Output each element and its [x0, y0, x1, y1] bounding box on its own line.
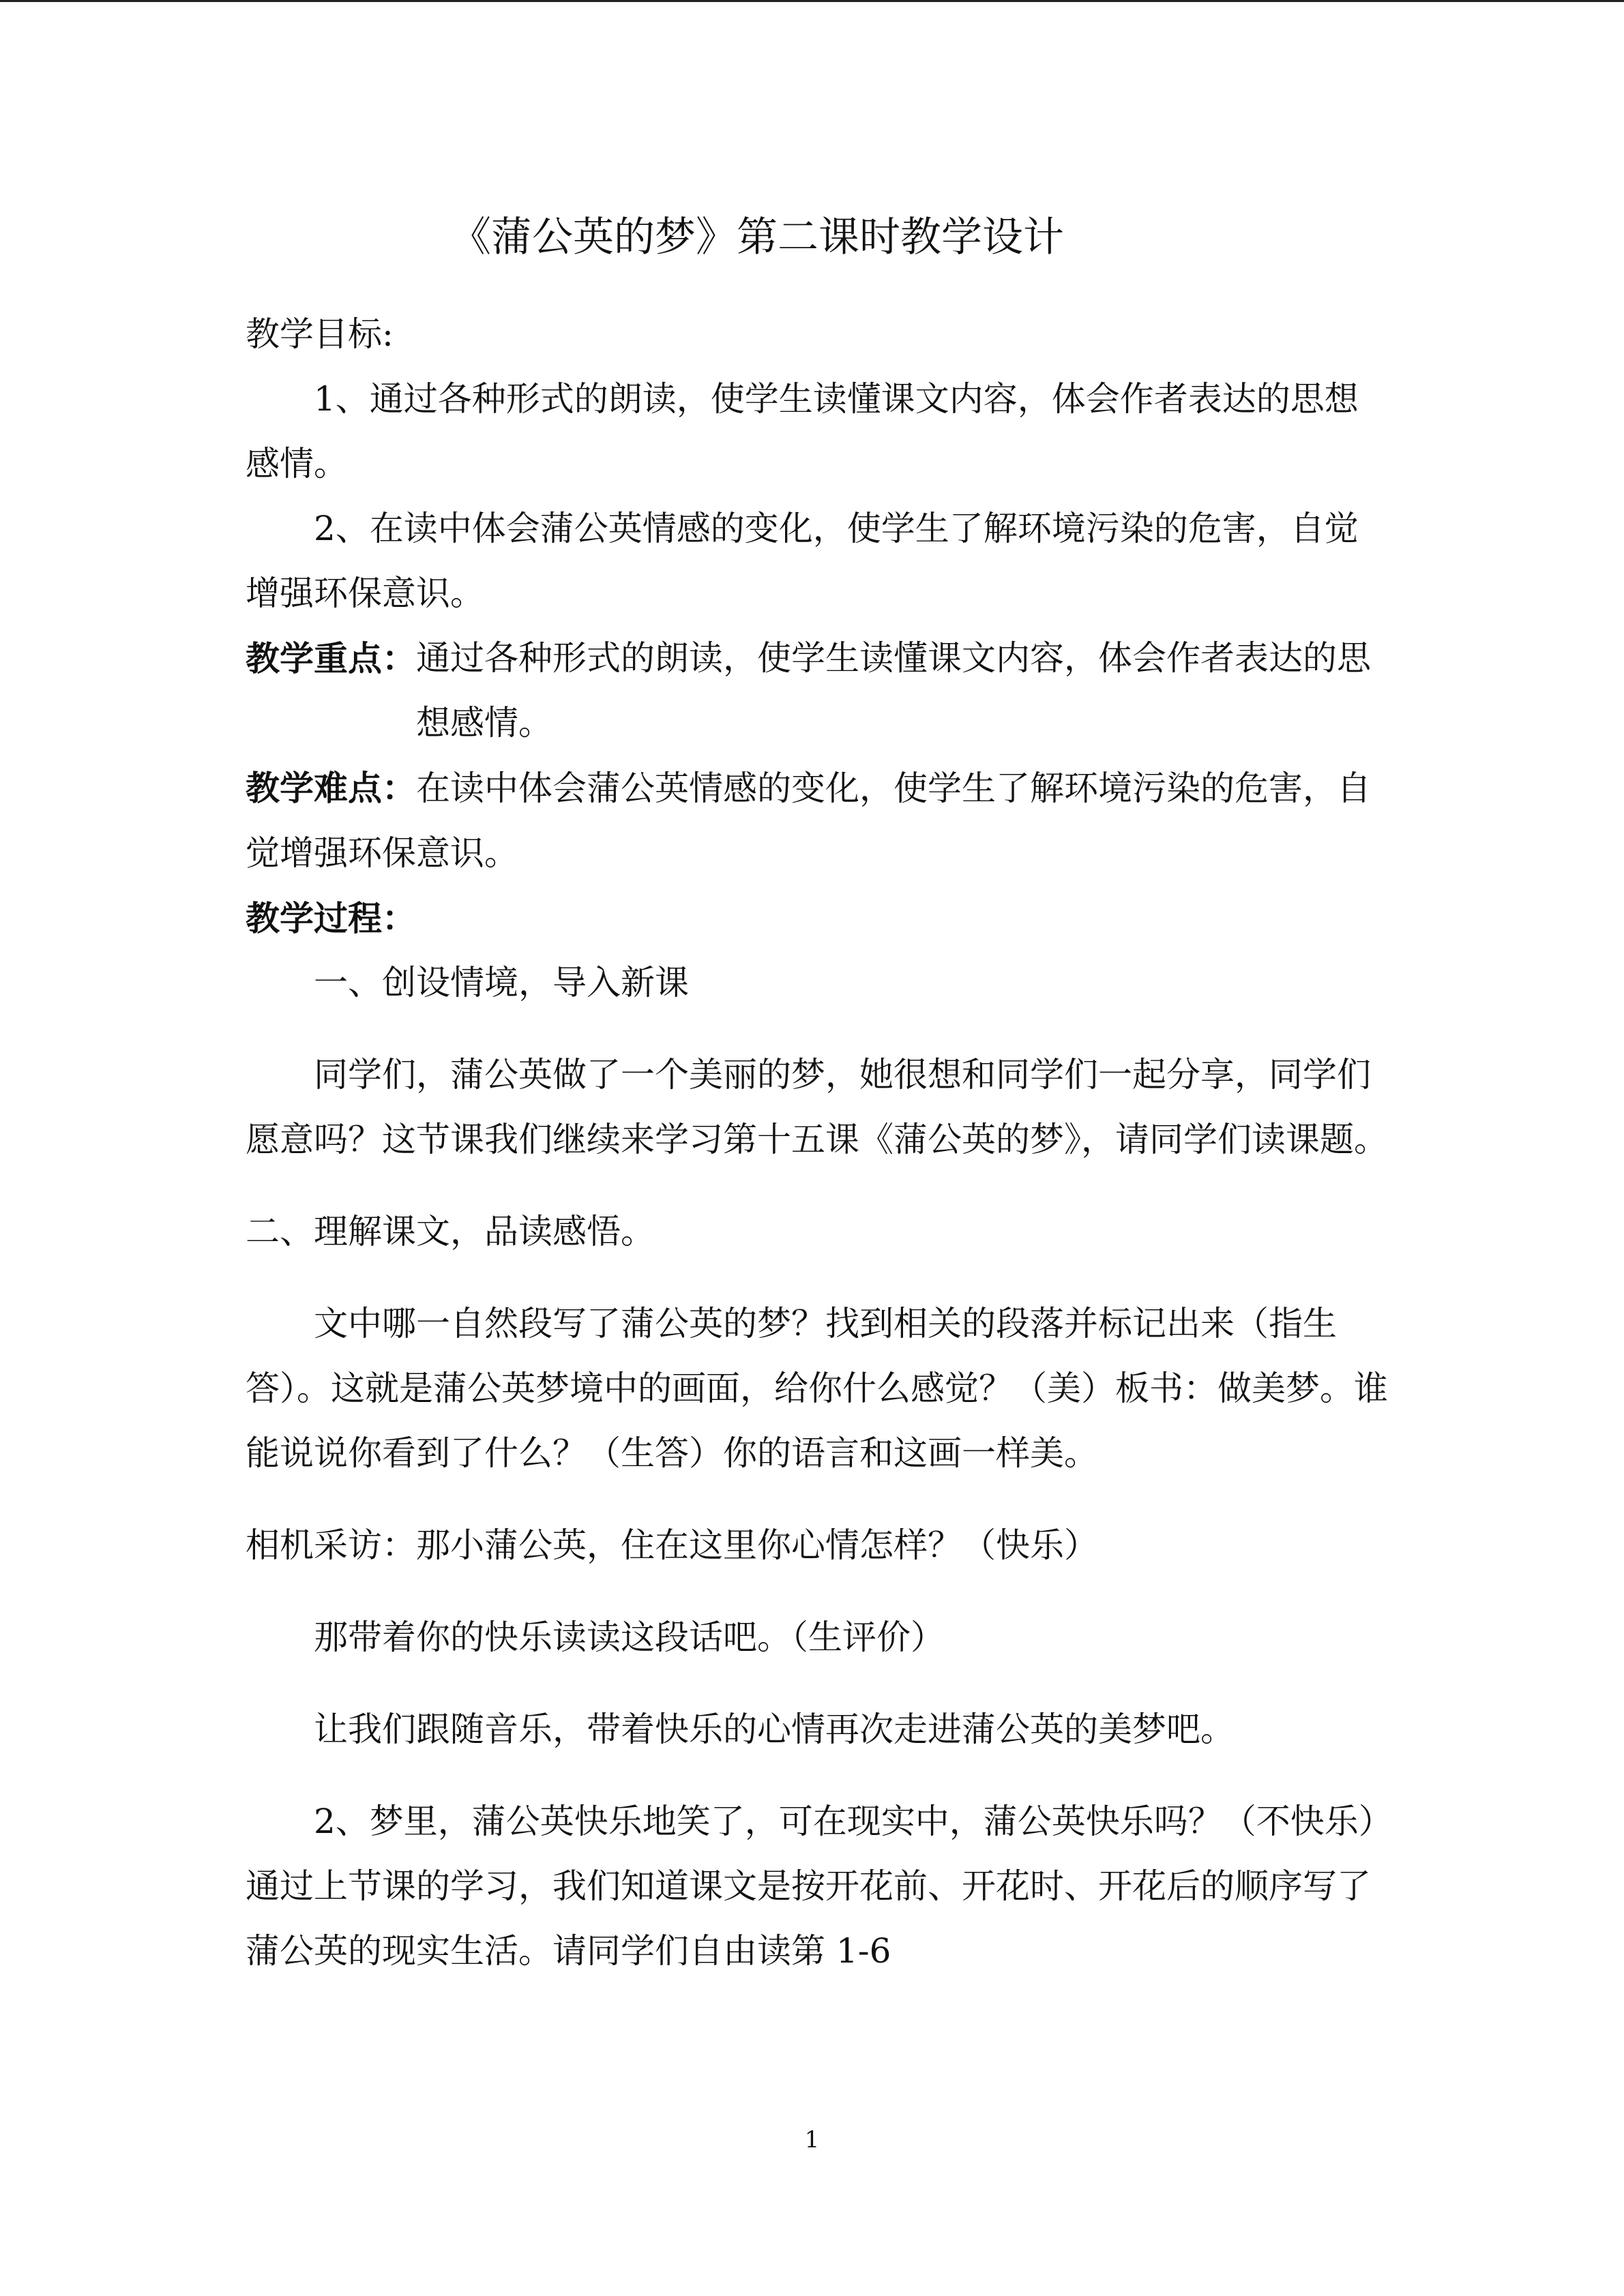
paragraph-reality: 2、梦里，蒲公英快乐地笑了，可在现实中，蒲公英快乐吗？（不快乐）通过上节课的学习，我们知道课文是按开花前、开花时、开花后的顺序写了蒲公英的现实生活。请同学们自由读第 1-6 — [246, 1802, 1376, 1971]
objectives-heading: 教学目标: — [246, 314, 394, 354]
key-point-label: 教学重点： — [246, 638, 416, 679]
objective-2: 2、在读中体会蒲公英情感的变化，使学生了解环境污染的危害，自觉增强环保意识。 — [246, 509, 1359, 613]
process-heading: 教学过程： — [246, 898, 416, 938]
difficulty-paragraph — [246, 756, 1391, 886]
section-1-heading: 一、创设情境，导入新课 — [314, 963, 689, 1002]
key-point-row — [246, 626, 1391, 756]
key-point-text: 通过各种形式的朗读，使学生读懂课文内容，体会作者表达的思想感情。 — [416, 638, 1371, 743]
paragraph-intro: 同学们，蒲公英做了一个美丽的梦，她很想和同学们一起分享，同学们愿意吗？这节课我们继续来学习第十五课《蒲公英的梦》，请同学们读课题。 — [246, 1055, 1388, 1159]
document-title: 《蒲公英的梦》第二课时教学设计 — [450, 213, 1064, 261]
paragraph-dream: 文中哪一自然段写了蒲公英的梦？找到相关的段落并标记出来（指生答）。这就是蒲公英梦境中的画面，给你什么感觉？（美）板书：做美梦。谁能说说你看到了什么？（生答）你的语言和这画一样美。 — [246, 1304, 1388, 1473]
objective-1: 1、通过各种形式的朗读，使学生读懂课文内容，体会作者表达的思想感情。 — [246, 379, 1359, 483]
section-2-heading: 二、理解课文，品读感悟。 — [246, 1212, 655, 1251]
paragraph-music: 让我们跟随音乐，带着快乐的心情再次走进蒲公英的美梦吧。 — [314, 1710, 1235, 1749]
page-number: 1 — [804, 2126, 820, 2153]
document-body — [246, 207, 1391, 1984]
difficulty-label: 教学难点： — [246, 768, 416, 808]
paragraph-read-happy: 那带着你的快乐读读这段话吧。（生评价） — [314, 1617, 945, 1657]
paragraph-interview: 相机采访：那小蒲公英，住在这里你心情怎样？（快乐） — [246, 1525, 1098, 1565]
difficulty-text: 在读中体会蒲公英情感的变化，使学生了解环境污染的危害，自觉增强环保意识。 — [246, 769, 1371, 873]
